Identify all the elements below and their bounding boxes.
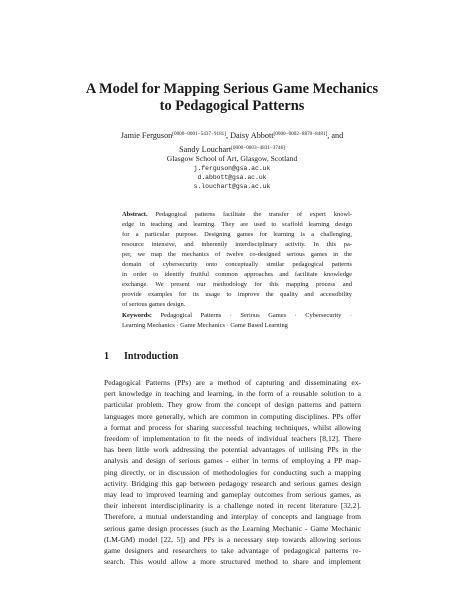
section-title: Introduction [124, 351, 179, 362]
abstract-line: resource intensive, and inherently interdisciplinary activity. In this pa- [122, 241, 352, 248]
keywords-label: Keywords: [122, 312, 153, 319]
abstract-line: domain of cybersecurity onto conceptually similar pedagogical patterns [122, 261, 352, 268]
abstract-line: of serious games design. [122, 301, 186, 308]
keywords-line [122, 311, 352, 321]
body-line: analysis and design of serious games - either in terms of employing a PP map- [104, 456, 361, 466]
author-conjunction: , and [327, 131, 344, 140]
body-line: search. This would allow a more structured method to share and implement [104, 557, 361, 567]
paper-title-line-1: A Model for Mapping Serious Game Mechanics [85, 81, 379, 97]
abstract-line: edge in teaching and learning. They are used to scaffold learning design [122, 221, 352, 228]
body-line: activity. Bridging this gap between pedagogy research and serious games design [104, 478, 361, 488]
introduction-paragraph [104, 377, 361, 567]
body-line: Pedagogical Patterns (PPs) are a method of capturing and disseminating ex- [104, 378, 361, 387]
author-orcid: [0000−0003−4831−3746] [231, 145, 285, 151]
author-name: Sandy Louchart [179, 145, 232, 154]
abstract-label: Abstract. [122, 211, 148, 218]
author-email: j.ferguson@gsa.ac.uk [193, 165, 271, 172]
abstract-line: in order to identify fruitful common approaches and facilitate knowledge [122, 271, 352, 278]
abstract-line: provide examples for its usage to improve the quality and accessibility [122, 291, 352, 298]
keywords-line: Learning Mechanics · Game Mechanics · Game Based Learning [122, 322, 288, 329]
body-line: ping directly, or in discussion of methodologies for conducting such a mapping [104, 467, 361, 477]
body-line: their inherent interdisciplinarity is a challenge noted in recent literature [32,2]. [104, 501, 361, 511]
author-orcid: [0000−0002−8870−8481] [273, 131, 328, 137]
abstract-line: for a particular purpose. Designing games for learning is a challenging, [122, 231, 352, 238]
abstract-line: per, we map the mechanics of twelve co-designed serious games in the [122, 251, 352, 258]
author-list: Jamie Ferguson[0000−0001−5437−9181], Daisy Abbott[0000−0002−8870−8481], and Sandy Louchart[0000−0003−4831−3746] [120, 131, 344, 154]
body-line: (LM-GM) model [22, 5]) and PPs is a necessary step towards allowing serious [104, 534, 361, 544]
body-line: pert knowledge in teaching and learning, in the form of a reusable solution to a [104, 389, 361, 399]
author-orcid: [0000−0001−5437−9181] [172, 131, 226, 137]
keywords-text: Pedagogical Patterns · Serious Games · Cybersecurity · [160, 312, 353, 319]
abstract-line [122, 210, 352, 220]
body-line: game designers and researchers to take advantage of pedagogical patterns re- [104, 546, 361, 556]
abstract [122, 210, 352, 310]
body-line: a format and process for sharing successful teaching techniques, whilst allowing [104, 422, 361, 432]
section-number: 1 [104, 351, 109, 362]
author-name: Jamie Ferguson [120, 131, 173, 140]
body-line: particular problem. They grow from the concept of design patterns and pattern [104, 400, 361, 410]
body-line: Therefore, a mutual understanding and interplay of concepts and language from [104, 512, 361, 522]
body-line: freedom of implementation to fit the needs of individual teachers [8,12]. There [104, 434, 361, 444]
keywords [122, 311, 352, 331]
abstract-text: Pedagogical patterns facilitate the transfer of expert knowl- [155, 211, 353, 218]
body-line: languages more generally, which are common in computing disciplines. PPs offer [104, 411, 361, 421]
author-email: s.louchart@gsa.ac.uk [193, 183, 271, 190]
body-line: may lead to improved learning and gameplay outcomes from serious games, as [104, 490, 361, 500]
body-line: has been little work addressing the potential advantages of utilising PPs in the [104, 445, 361, 455]
body-line: serious game design processes (such as the Learning Mechanic - Game Mechanic [104, 523, 361, 533]
abstract-line: exchange. We present our methodology for this mapping process and [122, 281, 352, 288]
author-email: d.abbott@gsa.ac.uk [197, 174, 267, 181]
paper-title-line-2: to Pedagogical Patterns [159, 98, 305, 114]
affiliation: Glasgow School of Art, Glasgow, Scotland [166, 154, 298, 163]
author-name: Daisy Abbott [230, 131, 274, 140]
section-heading [104, 351, 178, 363]
